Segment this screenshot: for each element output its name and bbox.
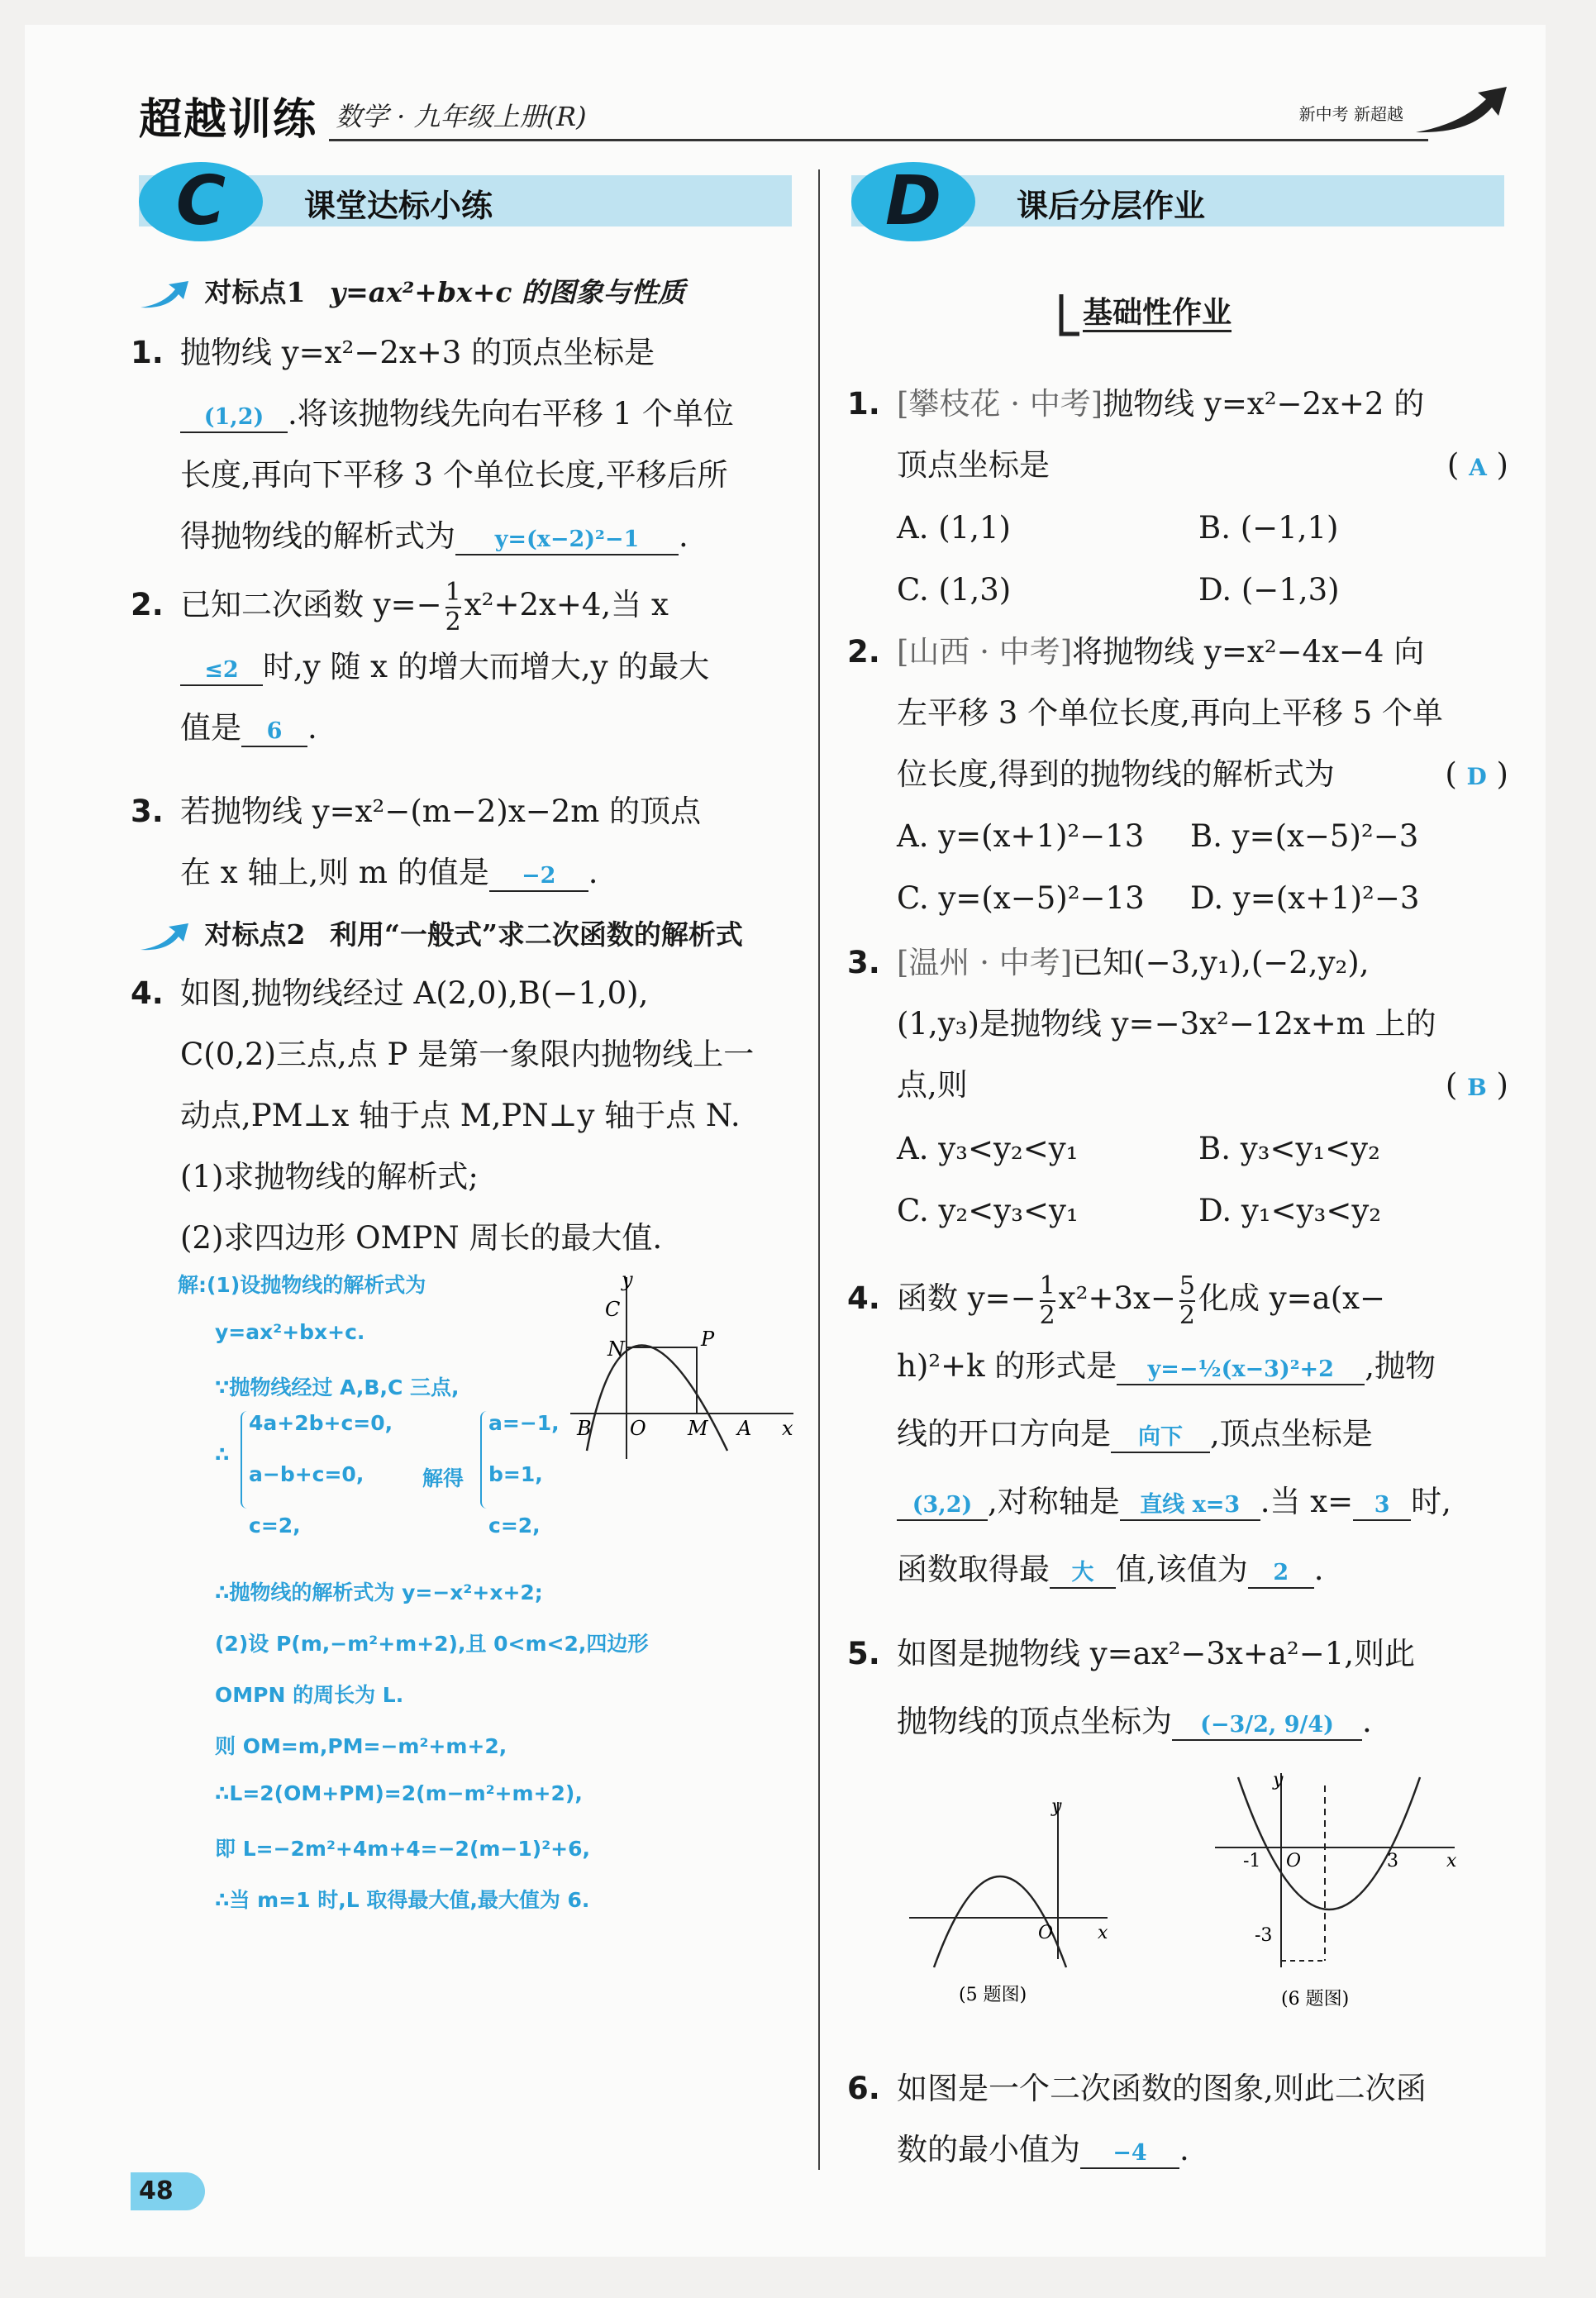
- fraction: [1040, 1272, 1055, 1330]
- figure-caption: (6 题图): [1281, 1989, 1350, 2010]
- d-question-6: [847, 2058, 1508, 2181]
- answer-blank: 直线 x=3: [1120, 1490, 1260, 1521]
- answer-blank: 3: [1353, 1490, 1411, 1521]
- question-number: 2.: [131, 587, 164, 622]
- question-line: 函数取得最: [897, 1552, 1050, 1587]
- tick-label-neg1: -1: [1243, 1851, 1261, 1871]
- result-line: a=−1,: [488, 1411, 560, 1435]
- question-line: 位长度,得到的抛物线的解析式为: [897, 756, 1335, 792]
- fraction-denominator: 2: [1179, 1300, 1195, 1330]
- book-title: 数学 · 九年级上册(R): [336, 101, 587, 132]
- axis-label-x: x: [782, 1417, 793, 1440]
- key-point-1: [139, 271, 685, 310]
- answer-blank: 向下: [1111, 1423, 1210, 1453]
- question-line: ,抛物: [1365, 1348, 1436, 1384]
- point-label-n: N: [607, 1337, 625, 1361]
- question-source: [攀枝花 · 中考]: [897, 386, 1103, 422]
- answer-blank: y=(x−2)²−1: [455, 525, 679, 555]
- solution-line: ∴抛物线的解析式为 y=−x²+x+2;: [215, 1580, 543, 1604]
- answer-blank: 6: [241, 717, 307, 747]
- result-line: c=2,: [488, 1514, 541, 1538]
- section-c-title: 课堂达标小练: [304, 188, 493, 224]
- point-label-a: A: [737, 1417, 752, 1440]
- question-number: 6.: [847, 2071, 880, 2106]
- question-line: h)²+k 的形式是: [897, 1348, 1117, 1384]
- arrow-logo-icon: [1412, 83, 1511, 141]
- question-line: x²+2x+4,当 x: [464, 587, 669, 622]
- option-c: C. y=(x−5)²−13: [897, 880, 1145, 916]
- question-line: ,顶点坐标是: [1210, 1416, 1373, 1452]
- solution-line: 解得: [422, 1466, 465, 1490]
- option-b: B. y₃<y₁<y₂: [1198, 1131, 1380, 1166]
- parabola-curve: [1238, 1777, 1420, 1909]
- option-d: D. (−1,3): [1198, 572, 1340, 608]
- question-number: 1.: [131, 335, 164, 370]
- series-title: 超越训练: [139, 95, 318, 145]
- answer-blank: (1,2): [180, 403, 288, 433]
- option-a: A. y=(x+1)²−13: [897, 818, 1145, 854]
- fraction-numerator: 1: [1039, 1271, 1055, 1300]
- fraction-denominator: 2: [1039, 1300, 1055, 1330]
- equation-line: a−b+c=0,: [249, 1462, 364, 1486]
- pointer-arrow-icon: [139, 279, 190, 309]
- d-question-5: [847, 1620, 1508, 1756]
- axis-label-y: y: [622, 1273, 633, 1291]
- question-line: 得抛物线的解析式为: [180, 518, 455, 554]
- option-d: D. y₁<y₃<y₂: [1198, 1193, 1382, 1228]
- header-rule: [329, 139, 1428, 141]
- fraction: [1179, 1272, 1195, 1330]
- answer-blank: (−3/2, 9/4): [1172, 1710, 1362, 1741]
- question-line: 如图,抛物线经过 A(2,0),B(−1,0),: [180, 975, 649, 1011]
- basic-homework-heading: [1083, 289, 1232, 331]
- answer-blank: −2: [489, 861, 588, 892]
- question-number: 1.: [847, 386, 880, 422]
- d-question-4: [847, 1265, 1508, 1604]
- c-question-2: [131, 574, 808, 759]
- d-question-2: 2. [山西 · 中考]将抛物线 y=x²−4x−4 向 左平移 3 个单位长度,再向上平移 5 个单 位长度,得到的抛物线的解析式为 ( D ): [897, 622, 1508, 808]
- fraction-numerator: 1: [445, 577, 461, 607]
- choice-answer: D: [1466, 763, 1487, 790]
- punctuation: .: [307, 709, 317, 746]
- question-line: 将抛物线 y=x²−4x−4 向: [1072, 634, 1425, 670]
- punctuation: .: [1313, 1552, 1324, 1587]
- solution-line: 则 OM=m,PM=−m²+m+2,: [215, 1734, 507, 1758]
- question-number: 3.: [847, 945, 880, 980]
- question-line: ,对称轴是: [988, 1484, 1120, 1519]
- question-line: 顶点坐标是: [897, 447, 1050, 483]
- option-c: C. y₂<y₃<y₁: [897, 1193, 1079, 1228]
- option-c: C. (1,3): [897, 572, 1012, 608]
- pointer-arrow-icon: [139, 922, 190, 951]
- solution-line: y=ax²+bx+c.: [215, 1320, 365, 1344]
- question-line: .将该抛物线先向右平移 1 个单位: [288, 396, 734, 431]
- option-b: B. y=(x−5)²−3: [1190, 818, 1419, 854]
- question-line: 时,: [1411, 1484, 1451, 1519]
- section-d-banner: [851, 162, 1504, 241]
- choice-answer: A: [1469, 454, 1487, 481]
- origin-label: O: [1038, 1923, 1054, 1943]
- result-line: b=1,: [488, 1462, 543, 1486]
- key-point-2: [139, 913, 743, 952]
- question-line: (2)求四边形 OMPN 周长的最大值.: [180, 1220, 663, 1256]
- section-d-title: 课后分层作业: [1017, 188, 1206, 224]
- option-b: B. (−1,1): [1198, 510, 1339, 546]
- question-line: 值,该值为: [1116, 1552, 1248, 1587]
- question-line: 已知二次函数 y=−: [180, 587, 442, 622]
- solution-line: ∵抛物线经过 A,B,C 三点,: [215, 1375, 460, 1399]
- axis-label-x: x: [1098, 1923, 1108, 1943]
- point-label-p: P: [701, 1328, 715, 1351]
- fraction: [445, 579, 461, 636]
- question-5-figure: [901, 1794, 1124, 2009]
- question-number: 2.: [847, 634, 880, 670]
- axis-label-y: y: [1273, 1770, 1284, 1790]
- solution-line: OMPN 的周长为 L.: [215, 1683, 404, 1707]
- solution-symbol: ∴: [215, 1442, 230, 1466]
- brand-slogan: 新中考 新超越: [1298, 104, 1403, 124]
- key-point-label: 对标点2: [204, 918, 306, 951]
- c-question-4: [131, 963, 808, 1269]
- key-point-label: 对标点1: [204, 276, 306, 308]
- question-line: 长度,再向下平移 3 个单位长度,平移后所: [180, 457, 728, 493]
- parabola-curve: [934, 1876, 1066, 1967]
- question-number: 3.: [131, 794, 164, 829]
- question-line: 函数 y=−: [897, 1280, 1036, 1316]
- solution-line: 即 L=−2m²+4m+4=−2(m−1)²+6,: [215, 1837, 590, 1861]
- answer-blank: 2: [1248, 1558, 1314, 1589]
- punctuation: .: [1179, 2132, 1189, 2167]
- axis-label-y: y: [1051, 1796, 1062, 1817]
- fraction-denominator: 2: [445, 607, 461, 636]
- question-line: 化成 y=a(x−: [1198, 1280, 1386, 1316]
- question-number: 4.: [847, 1280, 880, 1316]
- key-point-text: 利用“一般式”求二次函数的解析式: [329, 918, 743, 951]
- question-line: (1)求抛物线的解析式;: [180, 1159, 479, 1194]
- origin-label: O: [1286, 1851, 1302, 1871]
- answer-blank: (3,2): [897, 1490, 988, 1521]
- option-d: D. y=(x+1)²−3: [1190, 880, 1420, 916]
- c-question-3: [131, 781, 808, 903]
- answer-blank: 大: [1050, 1558, 1116, 1589]
- tick-label-3: 3: [1387, 1851, 1398, 1871]
- bracket-icon: [1056, 291, 1081, 339]
- question-line: 若抛物线 y=x²−(m−2)x−2m 的顶点: [180, 794, 702, 829]
- question-line: 如图是抛物线 y=ax²−3x+a²−1,则此: [897, 1636, 1416, 1671]
- solution-line: ∴当 m=1 时,L 取得最大值,最大值为 6.: [215, 1888, 590, 1912]
- answer-blank: −4: [1080, 2138, 1179, 2169]
- solution-line: 解:(1)设抛物线的解析式为: [178, 1273, 426, 1297]
- question-line: 抛物线 y=x²−2x+2 的: [1103, 386, 1425, 422]
- equation-line: 4a+2b+c=0,: [249, 1411, 393, 1435]
- d-question-1: 1. [攀枝花 · 中考]抛物线 y=x²−2x+2 的 顶点坐标是 ( A ): [897, 374, 1508, 498]
- key-point-text: y=ax²+bx+c 的图象与性质: [329, 276, 685, 308]
- question-line: 动点,PM⊥x 轴于点 M,PN⊥y 轴于点 N.: [180, 1098, 741, 1133]
- fraction-numerator: 5: [1179, 1271, 1195, 1300]
- solution-line: (2)设 P(m,−m²+m+2),且 0<m<2,四边形: [215, 1632, 649, 1656]
- question-line: C(0,2)三点,点 P 是第一象限内抛物线上一: [180, 1037, 755, 1072]
- page-header: [139, 66, 1527, 145]
- question-6-figure: [1207, 1769, 1479, 2017]
- punctuation: .: [1362, 1704, 1372, 1739]
- section-c-banner: [139, 162, 792, 241]
- question-line: 点,则: [897, 1067, 968, 1103]
- question-line: x²+3x−: [1058, 1280, 1176, 1316]
- question-line: 在 x 轴上,则 m 的值是: [180, 855, 489, 890]
- question-line: 线的开口方向是: [897, 1416, 1111, 1452]
- equation-brace: [241, 1411, 247, 1509]
- question-line: 已知(−3,y₁),(−2,y₂),: [1072, 945, 1370, 980]
- c-question-1: [131, 322, 808, 567]
- question-line: (1,y₃)是抛物线 y=−3x²−12x+m 上的: [897, 1006, 1436, 1042]
- question-line: .当 x=: [1260, 1484, 1354, 1519]
- section-c-letter: C: [139, 162, 263, 241]
- option-a: A. y₃<y₂<y₁: [897, 1131, 1079, 1166]
- solution-line: ∴L=2(OM+PM)=2(m−m²+m+2),: [215, 1781, 583, 1805]
- punctuation: .: [588, 855, 598, 890]
- point-label-m: M: [688, 1417, 708, 1440]
- column-divider: [818, 169, 820, 2170]
- question-source: [温州 · 中考]: [897, 945, 1073, 980]
- d-question-3: 3. [温州 · 中考]已知(−3,y₁),(−2,y₂), (1,y₃)是抛物线 y=−3x²−12x+m 上的 点,则 ( B ): [897, 932, 1508, 1118]
- basic-homework-title: 基础性作业: [1083, 296, 1232, 332]
- question-4-figure: [562, 1273, 802, 1463]
- question-line: 数的最小值为: [897, 2132, 1080, 2167]
- option-a: A. (1,1): [897, 510, 1011, 546]
- question-number: 4.: [131, 975, 164, 1011]
- choice-answer: B: [1467, 1074, 1487, 1101]
- question-line: 抛物线的顶点坐标为: [897, 1704, 1172, 1739]
- question-line: 左平移 3 个单位长度,再向上平移 5 个单: [897, 695, 1443, 731]
- question-line: 如图是一个二次函数的图象,则此二次函: [897, 2071, 1427, 2106]
- origin-label: O: [630, 1417, 646, 1440]
- question-number: 5.: [847, 1636, 880, 1671]
- tick-label-neg3: -3: [1255, 1925, 1273, 1946]
- point-label-b: B: [577, 1417, 592, 1440]
- question-source: [山西 · 中考]: [897, 634, 1073, 670]
- question-line: 抛物线 y=x²−2x+3 的顶点坐标是: [180, 335, 655, 370]
- section-d-letter: D: [851, 162, 975, 241]
- figure-caption: (5 题图): [959, 1985, 1027, 2005]
- answer-blank: ≤2: [180, 656, 263, 686]
- answer-blank: y=−½(x−3)²+2: [1117, 1355, 1365, 1385]
- question-line: 值是: [180, 709, 241, 746]
- point-label-c: C: [605, 1298, 621, 1321]
- punctuation: .: [679, 518, 688, 554]
- page-number: 48: [131, 2172, 205, 2210]
- equation-line: c=2,: [249, 1514, 301, 1538]
- equation-brace: [480, 1411, 487, 1509]
- axis-label-x: x: [1446, 1851, 1457, 1871]
- question-line: 时,y 随 x 的增大而增大,y 的最大: [263, 648, 710, 684]
